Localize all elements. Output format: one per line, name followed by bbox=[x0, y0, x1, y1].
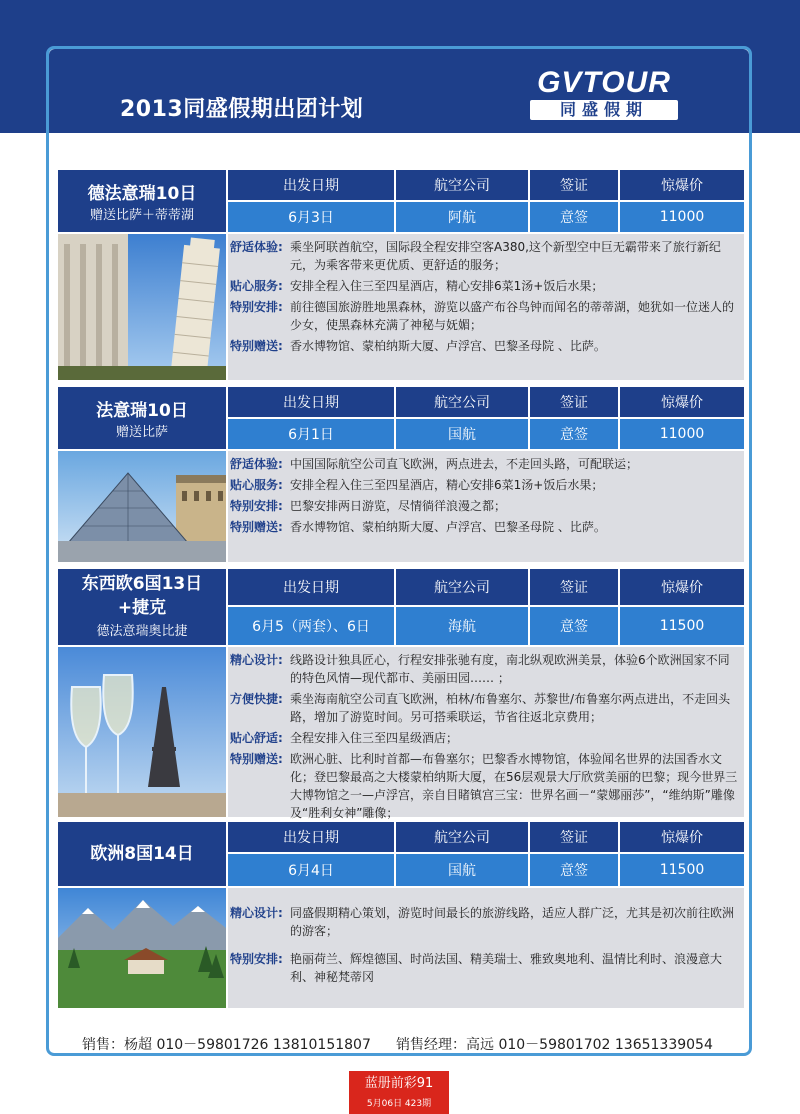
package-name: 东西欧6国13日+捷克 bbox=[81, 574, 203, 618]
table-row bbox=[228, 854, 744, 886]
package-details bbox=[228, 888, 744, 1008]
table-header bbox=[228, 387, 744, 417]
detail-row bbox=[230, 455, 738, 473]
table-row bbox=[228, 607, 744, 645]
alps-landscape-photo bbox=[58, 888, 226, 1008]
table-row bbox=[228, 202, 744, 232]
detail-label: 贴心舒适: bbox=[230, 731, 283, 745]
detail-label: 贴心服务: bbox=[230, 279, 283, 293]
header-date: 出发日期 bbox=[228, 569, 394, 605]
detail-text: 线路设计独具匠心，行程安排张驰有度，南北纵观欧洲美景，体验6个欧洲国家不同的特色风情—现代都市、美丽田园…… ； bbox=[290, 653, 730, 685]
visa: 意签 bbox=[530, 419, 618, 449]
visa: 意签 bbox=[530, 607, 618, 645]
detail-text: 中国国际航空公司直飞欧洲，两点进去，不走回头路，可配联运； bbox=[290, 457, 639, 471]
detail-row bbox=[230, 690, 738, 726]
page-title: 2013同盛假期出团计划 bbox=[120, 97, 364, 122]
louvre-pyramid-photo bbox=[58, 451, 226, 562]
detail-row bbox=[230, 729, 738, 747]
detail-label: 精心设计: bbox=[230, 906, 283, 920]
gvtour-logo bbox=[530, 68, 678, 120]
package-name: 德法意瑞10日 bbox=[87, 184, 197, 204]
package-details bbox=[228, 647, 744, 820]
package-2 bbox=[58, 387, 744, 562]
detail-label: 特别赠送: bbox=[230, 520, 283, 534]
header-airline: 航空公司 bbox=[396, 569, 528, 605]
header-price: 惊爆价 bbox=[620, 387, 744, 417]
header-date: 出发日期 bbox=[228, 387, 394, 417]
detail-row bbox=[230, 950, 738, 986]
detail-label: 精心设计: bbox=[230, 653, 283, 667]
detail-label: 贴心服务: bbox=[230, 478, 283, 492]
detail-label: 特别赠送: bbox=[230, 752, 283, 766]
detail-label: 舒适体验: bbox=[230, 240, 283, 254]
package-4 bbox=[58, 822, 744, 1008]
header-airline: 航空公司 bbox=[396, 822, 528, 852]
package-title-box bbox=[58, 822, 226, 886]
package-1 bbox=[58, 170, 744, 380]
price: 11500 bbox=[620, 854, 744, 886]
package-bonus: 赠送比萨＋蒂蒂湖 bbox=[89, 208, 194, 223]
detail-row bbox=[230, 904, 738, 940]
header-visa: 签证 bbox=[530, 569, 618, 605]
package-name: 法意瑞10日 bbox=[96, 401, 188, 421]
detail-label: 特别安排: bbox=[230, 300, 283, 314]
airline: 阿航 bbox=[396, 202, 528, 232]
detail-label: 特别安排: bbox=[230, 499, 283, 513]
departure-date: 6月3日 bbox=[228, 202, 394, 232]
visa: 意签 bbox=[530, 854, 618, 886]
package-name: 欧洲8国14日 bbox=[90, 844, 194, 864]
detail-text: 艳丽荷兰、辉煌德国、时尚法国、精美瑞士、雅致奥地利、温情比利时、浪漫意大利、神秘梵蒂冈 bbox=[290, 952, 723, 984]
logo-wordmark: GVTOUR bbox=[537, 66, 671, 99]
header-price: 惊爆价 bbox=[620, 822, 744, 852]
header-airline: 航空公司 bbox=[396, 170, 528, 200]
airline: 国航 bbox=[396, 854, 528, 886]
sales-manager-contact: 销售经理：高远 010－59801702 13651339054 bbox=[396, 1037, 713, 1053]
detail-row bbox=[230, 298, 738, 334]
package-bonus: 德法意瑞奥比捷 bbox=[96, 624, 188, 639]
departure-date: 6月1日 bbox=[228, 419, 394, 449]
header-price: 惊爆价 bbox=[620, 170, 744, 200]
package-bonus: 赠送比萨 bbox=[115, 425, 168, 440]
package-title-box bbox=[58, 170, 226, 232]
detail-text: 巴黎安排两日游览，尽情徜徉浪漫之都； bbox=[290, 499, 507, 513]
detail-row bbox=[230, 277, 738, 295]
detail-row bbox=[230, 337, 738, 355]
departure-date: 6月5（两套）、6日 bbox=[228, 607, 394, 645]
detail-row bbox=[230, 518, 738, 536]
detail-text: 安排全程入住三至四星酒店，精心安排6菜1汤+饭后水果； bbox=[290, 478, 604, 492]
issue-tag bbox=[349, 1071, 449, 1114]
table-row bbox=[228, 419, 744, 449]
detail-label: 特别赠送: bbox=[230, 339, 283, 353]
detail-text: 前往德国旅游胜地黑森林，游览以盛产布谷鸟钟而闻名的蒂蒂湖，她犹如一位迷人的少女，使黑森林充满了神秘与妩媚； bbox=[290, 300, 735, 332]
detail-text: 安排全程入住三至四星酒店，精心安排6菜1汤+饭后水果； bbox=[290, 279, 604, 293]
airline: 国航 bbox=[396, 419, 528, 449]
detail-row bbox=[230, 651, 738, 687]
header-airline: 航空公司 bbox=[396, 387, 528, 417]
detail-label: 特别安排: bbox=[230, 952, 283, 966]
table-header bbox=[228, 170, 744, 200]
header-visa: 签证 bbox=[530, 822, 618, 852]
header-visa: 签证 bbox=[530, 170, 618, 200]
price: 11500 bbox=[620, 607, 744, 645]
sales-contact: 销售：杨超 010－59801726 13810151807 bbox=[82, 1037, 371, 1053]
header-price: 惊爆价 bbox=[620, 569, 744, 605]
package-title-box bbox=[58, 569, 226, 645]
table-header bbox=[228, 569, 744, 605]
detail-text: 乘坐阿联酋航空，国际段全程安排空客A380,这个新型空中巨无霸带来了旅行新纪元，为乘客带来更优质、更舒适的服务； bbox=[290, 240, 721, 272]
detail-row bbox=[230, 497, 738, 515]
package-details bbox=[228, 234, 744, 380]
header-visa: 签证 bbox=[530, 387, 618, 417]
detail-text: 香水博物馆、蒙柏纳斯大厦、卢浮宫、巴黎圣母院 、比萨。 bbox=[290, 339, 606, 353]
price: 11000 bbox=[620, 202, 744, 232]
detail-row bbox=[230, 238, 738, 274]
logo-chinese: 同盛假期 bbox=[530, 100, 678, 120]
departure-date: 6月4日 bbox=[228, 854, 394, 886]
issue-tag-title: 蓝册前彩91 bbox=[364, 1076, 434, 1091]
eiffel-champagne-photo bbox=[58, 647, 226, 817]
detail-text: 香水博物馆、蒙柏纳斯大厦、卢浮宫、巴黎圣母院 、比萨。 bbox=[290, 520, 606, 534]
detail-row bbox=[230, 750, 738, 822]
detail-text: 乘坐海南航空公司直飞欧洲，柏林/布鲁塞尔、苏黎世/布鲁塞尔两点进出，不走回头路，增加了游览时间。另可搭乘联运，节省往返北京费用； bbox=[290, 692, 731, 724]
visa: 意签 bbox=[530, 202, 618, 232]
table-header bbox=[228, 822, 744, 852]
issue-tag-date: 5月06日 423期 bbox=[366, 1099, 432, 1109]
detail-text: 全程安排入住三至四星级酒店； bbox=[290, 731, 459, 745]
detail-row bbox=[230, 476, 738, 494]
airline: 海航 bbox=[396, 607, 528, 645]
header-date: 出发日期 bbox=[228, 822, 394, 852]
package-title-box bbox=[58, 387, 226, 449]
header-date: 出发日期 bbox=[228, 170, 394, 200]
pisa-tower-photo bbox=[58, 234, 226, 380]
price: 11000 bbox=[620, 419, 744, 449]
detail-text: 同盛假期精心策划，游览时间最长的旅游线路，适应人群广泛，尤其是初次前往欧洲的游客； bbox=[290, 906, 735, 938]
detail-label: 舒适体验: bbox=[230, 457, 283, 471]
detail-label: 方便快捷: bbox=[230, 692, 283, 706]
package-details bbox=[228, 451, 744, 562]
detail-text: 欧洲心脏、比利时首都—布鲁塞尔；巴黎香水博物馆，体验闻名世界的法国香水文化；登巴黎最高之大楼蒙柏纳斯大厦，在56层观景大厅欣赏美丽的巴黎；现今世界三大博物馆之一—卢浮宫，亲自目睹镇宫三宝：世界名画－“蒙娜丽莎”，“维纳斯”雕像及“胜利女神”雕像； bbox=[290, 752, 738, 820]
package-3 bbox=[58, 569, 744, 820]
